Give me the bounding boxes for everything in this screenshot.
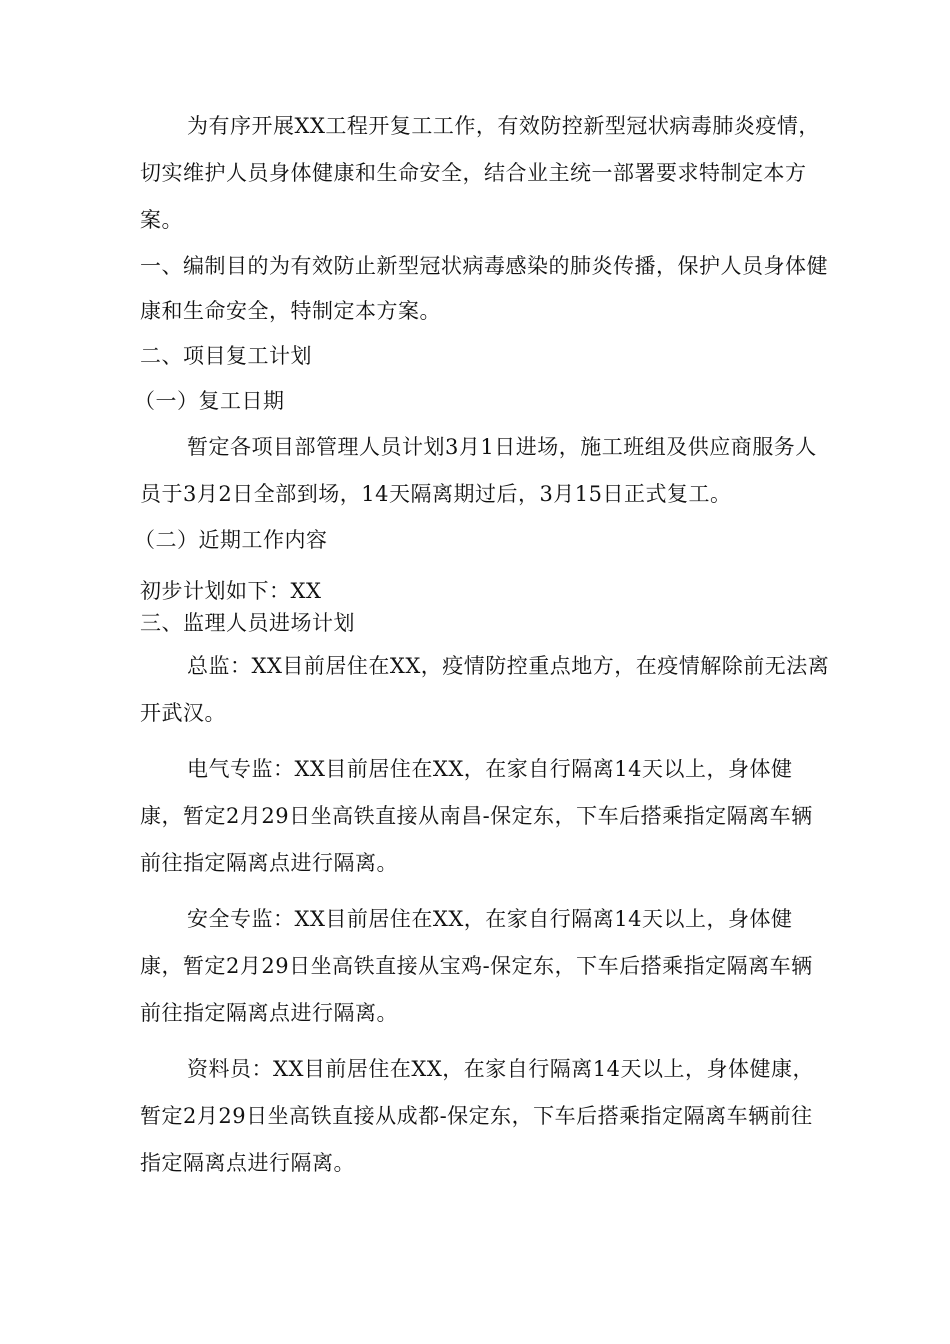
- electrical-paragraph: 电气专监：XX目前居住在XX，在家自行隔离14天以上，身体健康，暂定2月29日坐高铁直接从南昌-保定东，下车后搭乘指定隔离车辆前往指定隔离点进行隔离。: [140, 757, 813, 875]
- section-1-heading: 一、编制目的为有效防止新型冠状病毒感染的肺炎传播，保护人员身体健康和生命安全，特制定本方案。: [140, 254, 828, 323]
- plan-line: 初步计划如下：XX: [140, 579, 322, 603]
- safety-paragraph: 安全专监：XX目前居住在XX，在家自行隔离14天以上，身体健康，暂定2月29日坐高铁直接从宝鸡-保定东，下车后搭乘指定隔离车辆前往指定隔离点进行隔离。: [140, 907, 813, 1025]
- subsection-2-heading: （二）近期工作内容: [134, 528, 328, 552]
- section-2-heading: 二、项目复工计划: [140, 344, 312, 368]
- intro-paragraph: 为有序开展XX工程开复工工作，有效防控新型冠状病毒肺炎疫情，切实维护人员身体健康和生命安全，结合业主统一部署要求特制定本方案。: [140, 114, 820, 232]
- schedule-paragraph: 暂定各项目部管理人员计划3月1日进场，施工班组及供应商服务人员于3月2日全部到场，14天隔离期过后，3月15日正式复工。: [140, 435, 817, 506]
- director-paragraph: 总监：XX目前居住在XX，疫情防控重点地方，在疫情解除前无法离开武汉。: [140, 654, 830, 725]
- subsection-1-heading: （一）复工日期: [134, 389, 285, 413]
- document-page: [134, 103, 830, 1187]
- records-paragraph: 资料员：XX目前居住在XX，在家自行隔离14天以上，身体健康，暂定2月29日坐高铁直接从成都-保定东，下车后搭乘指定隔离车辆前往指定隔离点进行隔离。: [140, 1057, 815, 1175]
- section-3-heading: 三、监理人员进场计划: [140, 611, 355, 635]
